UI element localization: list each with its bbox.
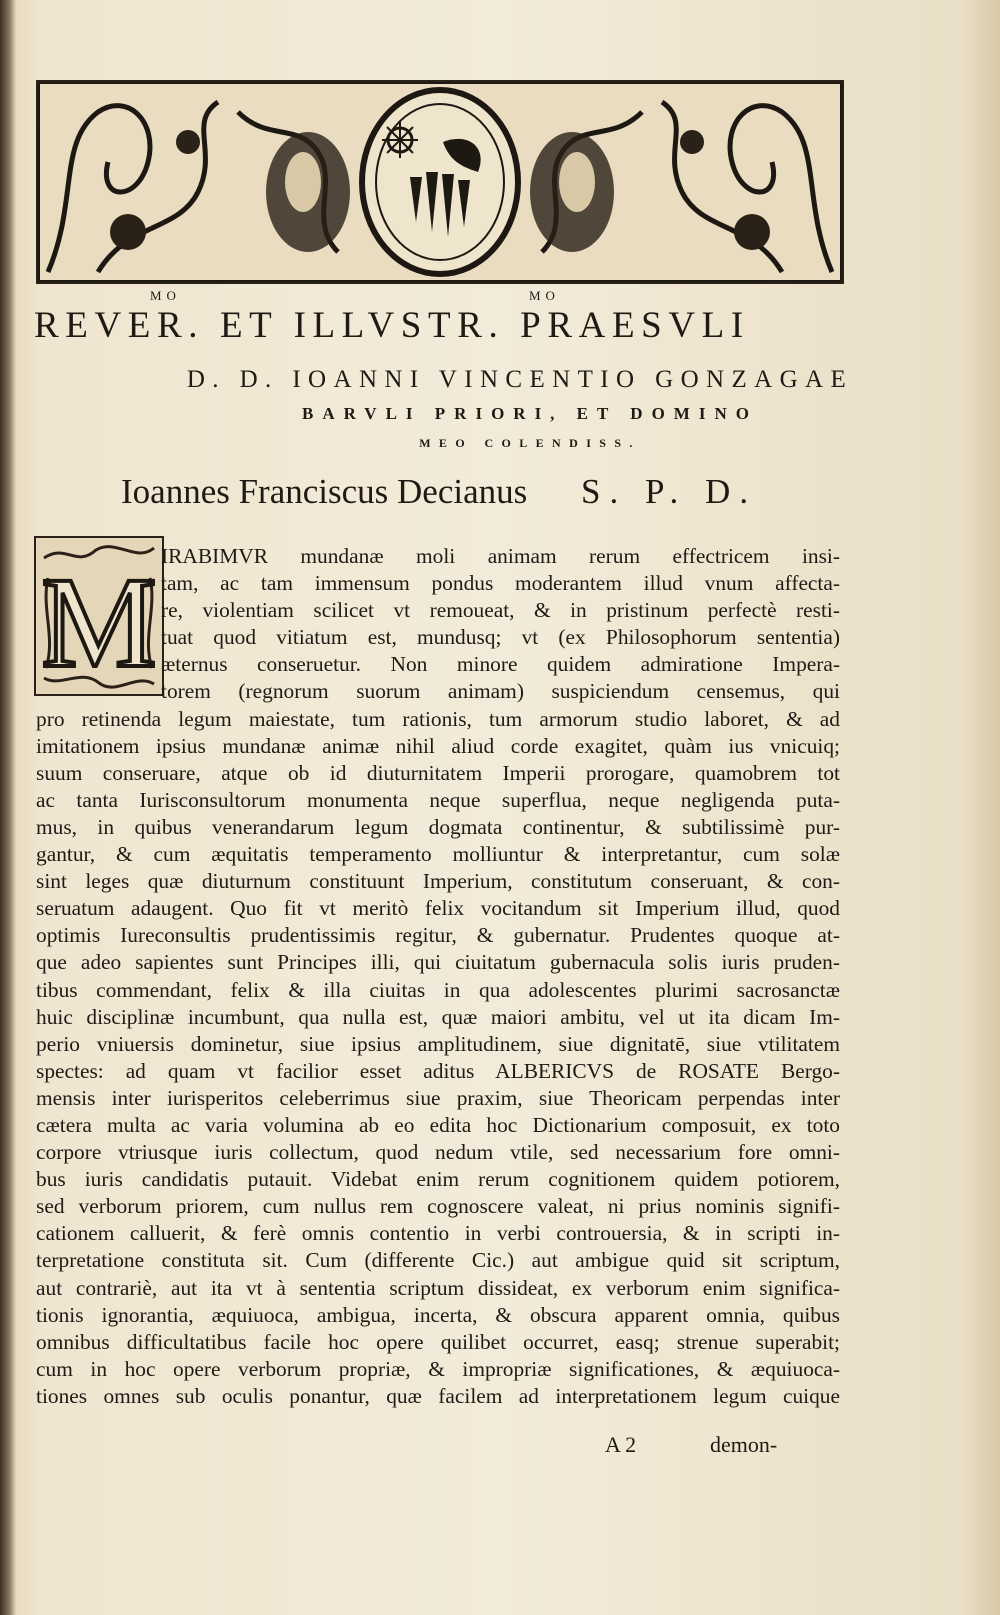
body-line: cum in hoc opere verborum propriæ, & impropriæ significationes, & æquiuoca- [36,1356,840,1381]
body-line: cætera multa ac varia volumina ab eo edita hoc Dictionarium composuit, ex toto [36,1112,840,1137]
body-line: tiones omnes sub oculis ponantur, quæ facilem ad interpretationem legum cuique [36,1383,840,1408]
body-line: bus iuris candidatis putauit. Videbat enim rerum cognitionem quidem potiorem, [36,1167,840,1192]
body-line: gantur, & cum æquitatis temperamento molliuntur & interpretantur, cum solæ [36,842,840,867]
dedication-line-1 [0,288,1000,348]
salutation [0,472,1000,522]
body-line: spectes: ad quam vt facilior esset aditus ALBERICVS de ROSATE Bergo- [36,1058,840,1083]
body-line: tam, ac tam immensum pondus moderantem illud vnum affecta- [161,571,840,596]
body-line: IRABIMVR mundanæ moli animam rerum effectricem insi- [161,544,840,568]
catchword: demon- [710,1432,778,1457]
body-line: ac tanta Iurisconsultorum monumenta neque superflua, neque negligenda puta- [36,787,840,812]
body-line: tionis ignorantia, æquiuoca, ambigua, incerta, & obscura apparent omnia, quibus [36,1302,840,1327]
body-line: optimis Iureconsultis prudentissimis regitur, & gubernatur. Prudentes quoque at- [36,923,840,948]
body-line: terpretatione constituta sit. Cum (differente Cic.) aut ambigue quid sit scriptum, [36,1248,840,1273]
dedication-line-2: D. D. IOANNI VINCENTIO GONZAGAE [186,366,854,393]
body-line: mus, in quibus venerandarum legum dogmata continentur, & subtilissimè pur- [36,814,840,839]
body-line: sed verborum priorem, cum nullus rem cognoscere valeat, ni prius nominis signifi- [36,1194,840,1219]
body-line: seruatum adaugent. Quo fit vt meritò felix vocitandum sit Imperium illud, quod [36,896,840,921]
dedication-superscript-2: MO [529,288,560,303]
initial-letter: M [41,551,157,694]
body-line: aut contrariè, aut ita vt à sententia scriptum dissideat, ex verborum enim significa- [36,1275,840,1300]
body-line: perio vniuersis dominetur, siue ipsius amplitudinem, siue dignitatē, siue vtilitatem [36,1031,840,1056]
salutation-closing: S. P. D. [581,472,758,511]
body-line: mensis inter iurisperitos celeberrimus siue praxim, siue Theoricam perpendas inter [36,1085,840,1110]
dedication-line-4: MEO COLENDISS. [419,436,641,450]
page-footer [0,1432,1000,1472]
body-line: omnibus difficultatibus facile hoc opere quilibet occurret, easq; strenue superabit; [36,1329,840,1354]
body-line: re, violentiam scilicet vt remoueat, & in pristinum perfectè resti- [161,598,840,623]
body-line: æternus conseruetur. Non minore quidem admiratione Impera- [161,652,840,677]
body-line: sint leges quæ diuturnum constituunt Imperium, constitutum conseruant, & con- [36,869,840,894]
dedication-line-3: BARVLI PRIORI, ET DOMINO [302,404,758,423]
dedication-title: REVER. ET ILLVSTR. PRAESVLI [34,305,750,346]
body-line: tibus commendant, felix & illa ciuitas in qua adolescentes plurimi sacrosanctæ [36,977,840,1002]
author-name: Ioannes Franciscus Decianus [121,472,528,511]
body-line: tuat quod vitiatum est, mundusq; vt (ex Philosophorum sententia) [161,625,840,650]
body-line: corpore vtriusque iuris collectum, quod nedum vtile, sed necessarium fore omni- [36,1140,840,1165]
body-line: imitationem ipsius mundanæ animæ nihil aliud corde exagitet, quàm ius vnicuiq; [36,733,840,758]
body-line: pro retinenda legum maiestate, tum rationis, tum armorum studio laboret, & ad [36,706,840,731]
dedication-superscript-1: MO [150,288,181,303]
ornamental-headpiece [36,80,844,284]
body-line: suum conseruare, atque ob id diuturnitatem Imperii prorogare, quamobrem tot [36,760,840,785]
signature-mark: A 2 [605,1432,637,1457]
body-line: huic disciplinæ incumbunt, qua nulla est, quæ maiori ambitu, vel ut ita dicam Im- [36,1004,840,1029]
body-line: cationem calluerit, & ferè omnis contentio in verbi controuersia, & in scripti in- [36,1221,840,1246]
page-gutter-shadow [0,0,16,1615]
body-text [36,543,840,1410]
body-line: que adeo sapientes sunt Principes illi, qui ciuitatum gubernacula solis iuris pruden- [36,950,840,975]
body-line: torem (regnorum suorum animam) suspiciendum censemus, qui [161,679,840,704]
